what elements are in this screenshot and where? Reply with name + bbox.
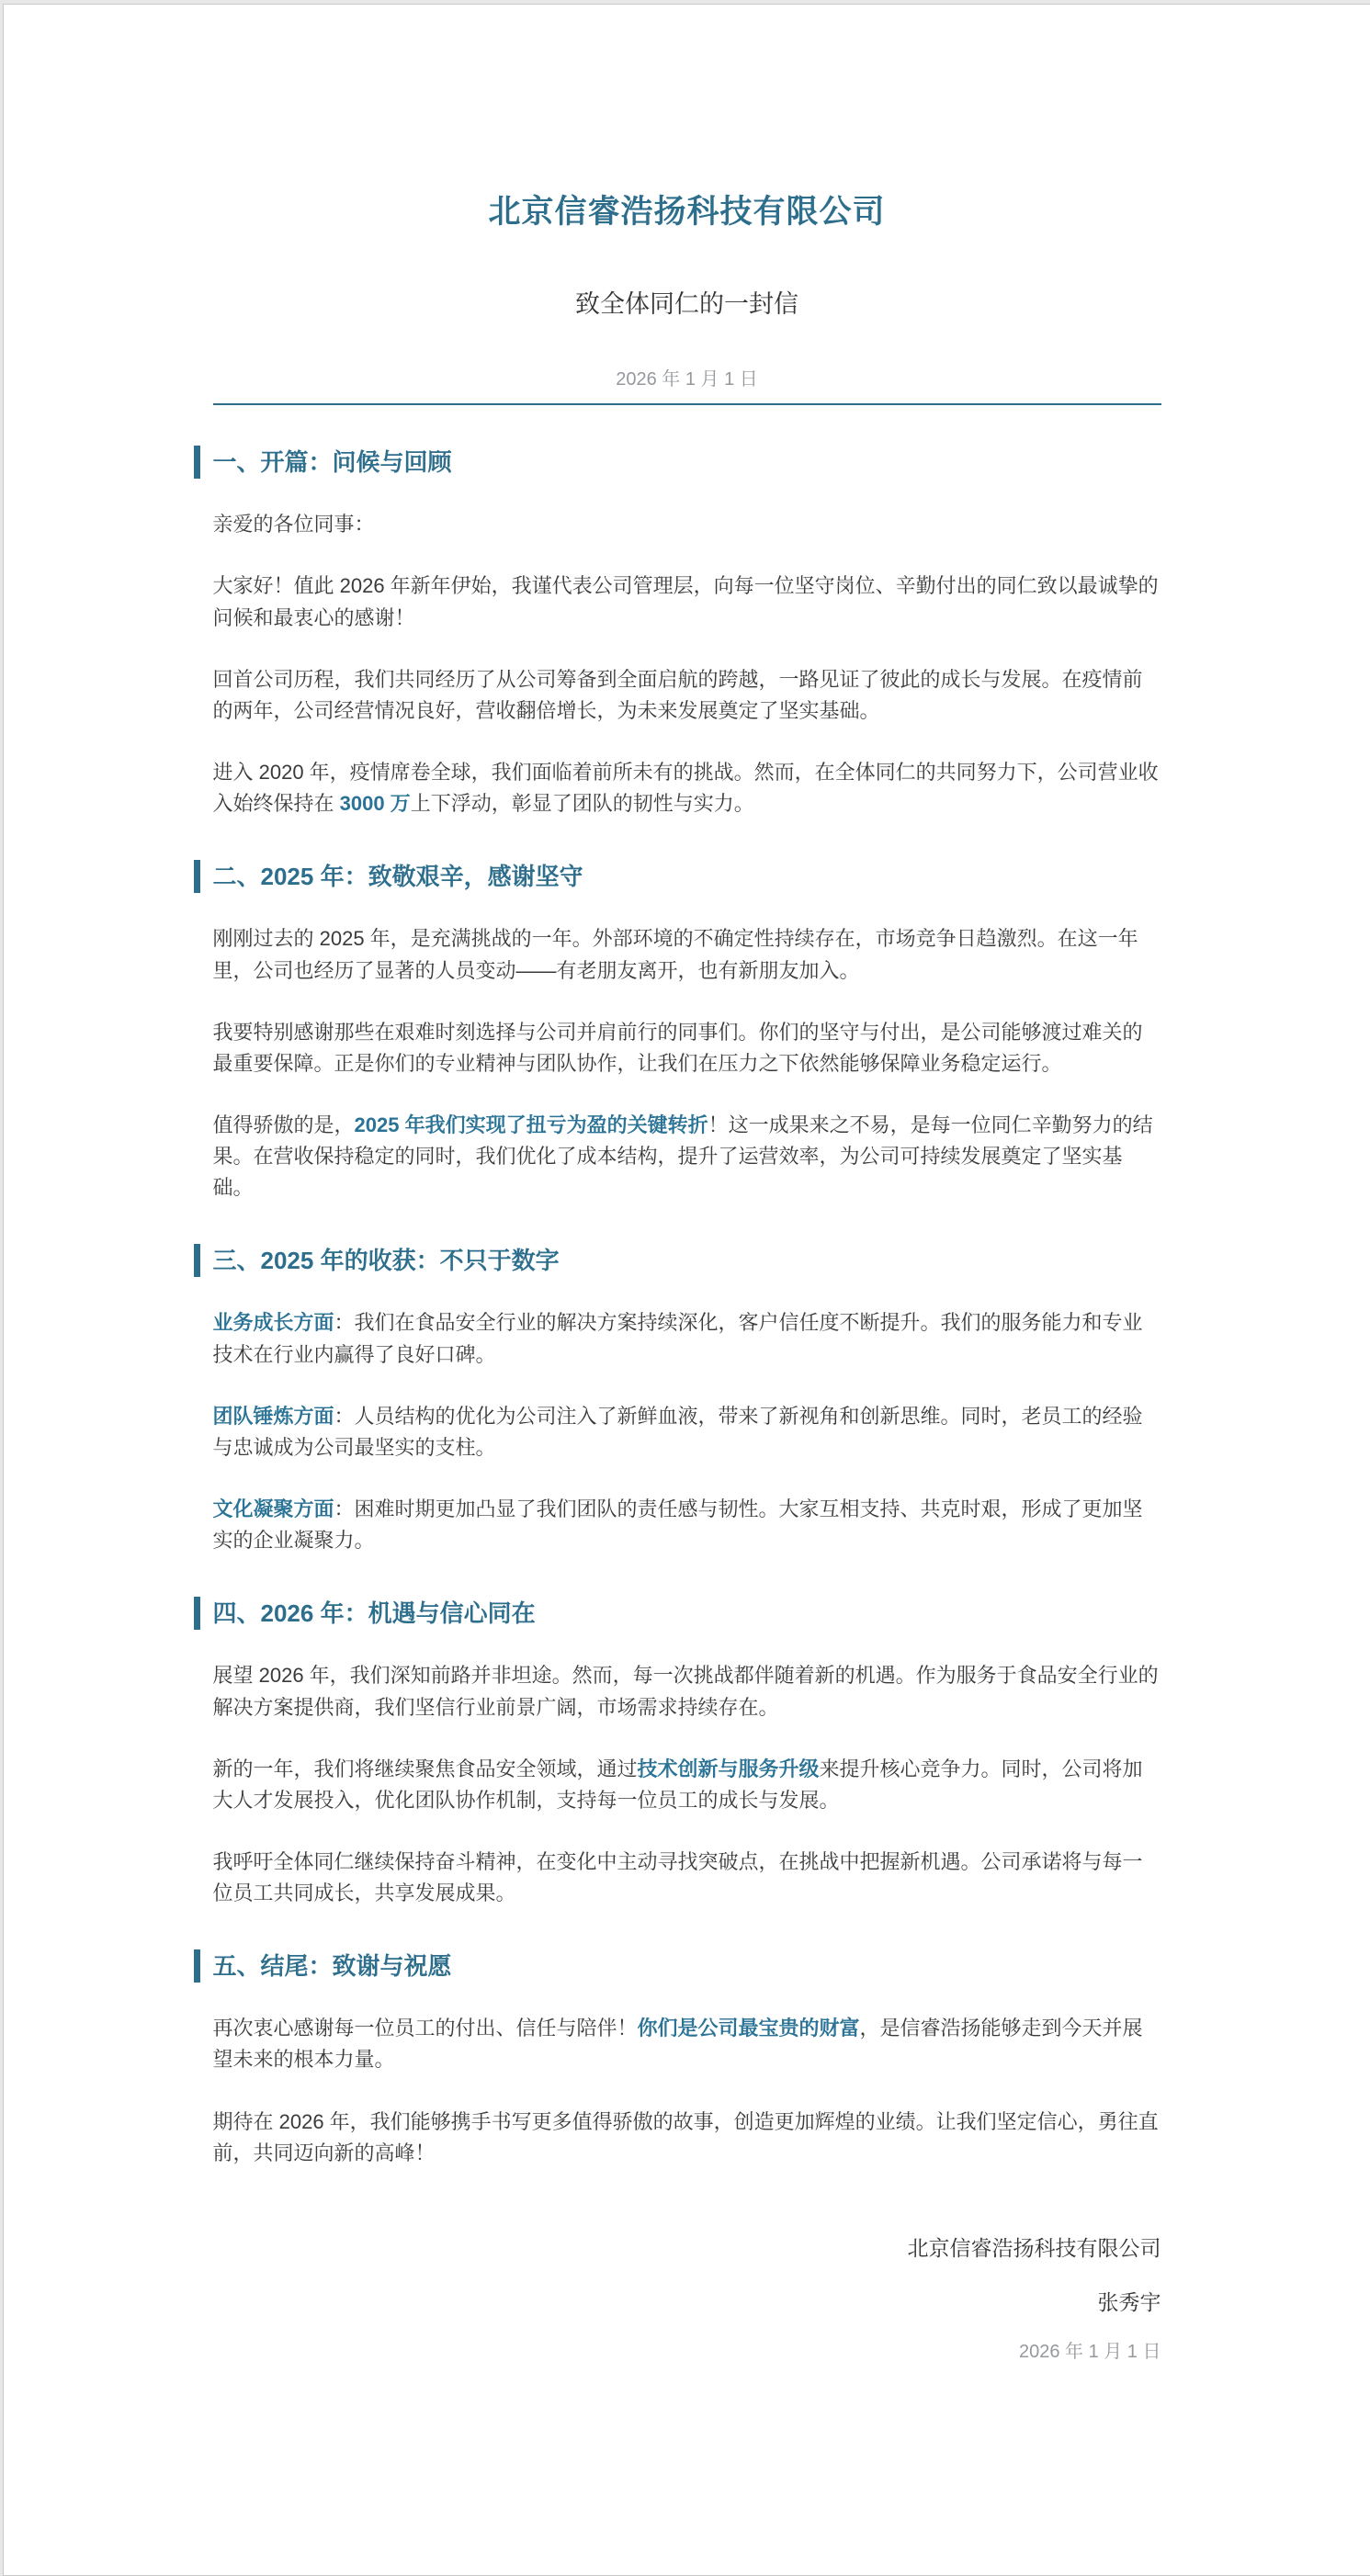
document-page: [3, 4, 1370, 2576]
paragraph: 新的一年，我们将继续聚焦食品安全领域，通过技术创新与服务升级来提升核心竞争力。同时，公司将加大人才发展投入，优化团队协作机制，支持每一位员工的成长与发展。: [212, 1757, 1143, 1812]
accent-text: 你们是公司最宝贵的财富: [637, 2017, 860, 2040]
signature-date: 2026 年 1 月 1 日: [1018, 2341, 1161, 2362]
signature-company: 北京信睿浩扬科技有限公司: [907, 2235, 1161, 2260]
paragraph: 再次衷心感谢每一位员工的付出、信任与陪伴！你们是公司最宝贵的财富，是信睿浩扬能够走到今天并展望未来的根本力量。: [212, 2017, 1143, 2072]
section-heading: 四、2026 年：机遇与信心同在: [194, 1597, 1161, 1630]
accent-text: 文化凝聚方面: [212, 1497, 334, 1520]
letter-title: 致全体同仁的一封信: [575, 290, 798, 318]
letter-section: [213, 446, 1161, 819]
letter-body: [213, 446, 1161, 2169]
letter-header: [213, 186, 1161, 405]
paragraph: 展望 2026 年，我们深知前路并非坦途。然而，每一次挑战都伴随着新的机遇。作为服务于食品安全行业的解决方案提供商，我们坚信行业前景广阔，市场需求持续存在。: [212, 1664, 1159, 1719]
paragraph: 团队锤炼方面：人员结构的优化为公司注入了新鲜血液，带来了新视角和创新思维。同时，老员工的经验与忠诚成为公司最坚实的支柱。: [212, 1404, 1143, 1459]
paragraph: 进入 2020 年，疫情席卷全球，我们面临着前所未有的挑战。然而，在全体同仁的共同努力下，公司营业收入始终保持在 3000 万上下浮动，彰显了团队的韧性与实力。: [212, 760, 1159, 815]
signature-name: 张秀宇: [1097, 2289, 1161, 2314]
accent-text: 团队锤炼方面: [212, 1404, 334, 1428]
letter-section: [213, 860, 1161, 1203]
letter-section: [213, 1244, 1161, 1556]
accent-text: 3000 万: [339, 791, 411, 815]
section-heading: 二、2025 年：致敬艰辛，感谢坚守: [194, 860, 1161, 893]
letter-section: [213, 1949, 1161, 2169]
accent-text: 2025 年我们实现了扭亏为盈的关键转折: [354, 1113, 708, 1136]
paragraph: 亲爱的各位同事：: [212, 513, 375, 537]
paragraph: 文化凝聚方面：困难时期更加凸显了我们团队的责任感与韧性。大家互相支持、共克时艰，形成了更加坚实的企业凝聚力。: [212, 1497, 1143, 1552]
accent-text: 业务成长方面: [212, 1311, 334, 1335]
paragraph: 刚刚过去的 2025 年，是充满挑战的一年。外部环境的不确定性持续存在，市场竞争日趋激烈。在这一年里，公司也经历了显著的人员变动——有老朋友离开，也有新朋友加入。: [212, 927, 1138, 982]
paragraph: 业务成长方面：我们在食品安全行业的解决方案持续深化，客户信任度不断提升。我们的服务能力和专业技术在行业内赢得了良好口碑。: [212, 1311, 1143, 1366]
header-divider: [213, 403, 1161, 405]
signature-block: [213, 2231, 1161, 2473]
paragraph: 期待在 2026 年，我们能够携手书写更多值得骄傲的故事，创造更加辉煌的业绩。让我们坚定信心，勇往直前，共同迈向新的高峰！: [212, 2109, 1159, 2164]
paragraph: 我呼吁全体同仁继续保持奋斗精神，在变化中主动寻找突破点，在挑战中把握新机遇。公司承诺将与每一位员工共同成长，共享发展成果。: [212, 1849, 1143, 1904]
accent-text: 技术创新与服务升级: [637, 1757, 820, 1780]
letter-date: 2026 年 1 月 1 日: [616, 369, 758, 390]
paragraph: 大家好！值此 2026 年新年伊始，我谨代表公司管理层，向每一位坚守岗位、辛勤付出的同仁致以最诚挚的问候和最衷心的感谢！: [212, 574, 1159, 629]
section-heading: 五、结尾：致谢与祝愿: [194, 1949, 1161, 1983]
letter-section: [213, 1597, 1161, 1909]
section-heading: 一、开篇：问候与回顾: [194, 446, 1161, 479]
company-title: 北京信睿浩扬科技有限公司: [488, 194, 886, 230]
paragraph: 值得骄傲的是，2025 年我们实现了扭亏为盈的关键转折！这一成果来之不易，是每一位同仁辛勤努力的结果。在营收保持稳定的同时，我们优化了成本结构，提升了运营效率，为公司可持续发展奠定了坚实基础。: [212, 1113, 1153, 1199]
letter-content: [213, 5, 1161, 2473]
paragraph: 回首公司历程，我们共同经历了从公司筹备到全面启航的跨越，一路见证了彼此的成长与发展。在疫情前的两年，公司经营情况良好，营收翻倍增长，为未来发展奠定了坚实基础。: [212, 667, 1143, 722]
section-heading: 三、2025 年的收获：不只于数字: [194, 1244, 1161, 1277]
paragraph: 我要特别感谢那些在艰难时刻选择与公司并肩前行的同事们。你们的坚守与付出，是公司能够渡过难关的最重要保障。正是你们的专业精神与团队协作，让我们在压力之下依然能够保障业务稳定运行。: [212, 1020, 1143, 1075]
